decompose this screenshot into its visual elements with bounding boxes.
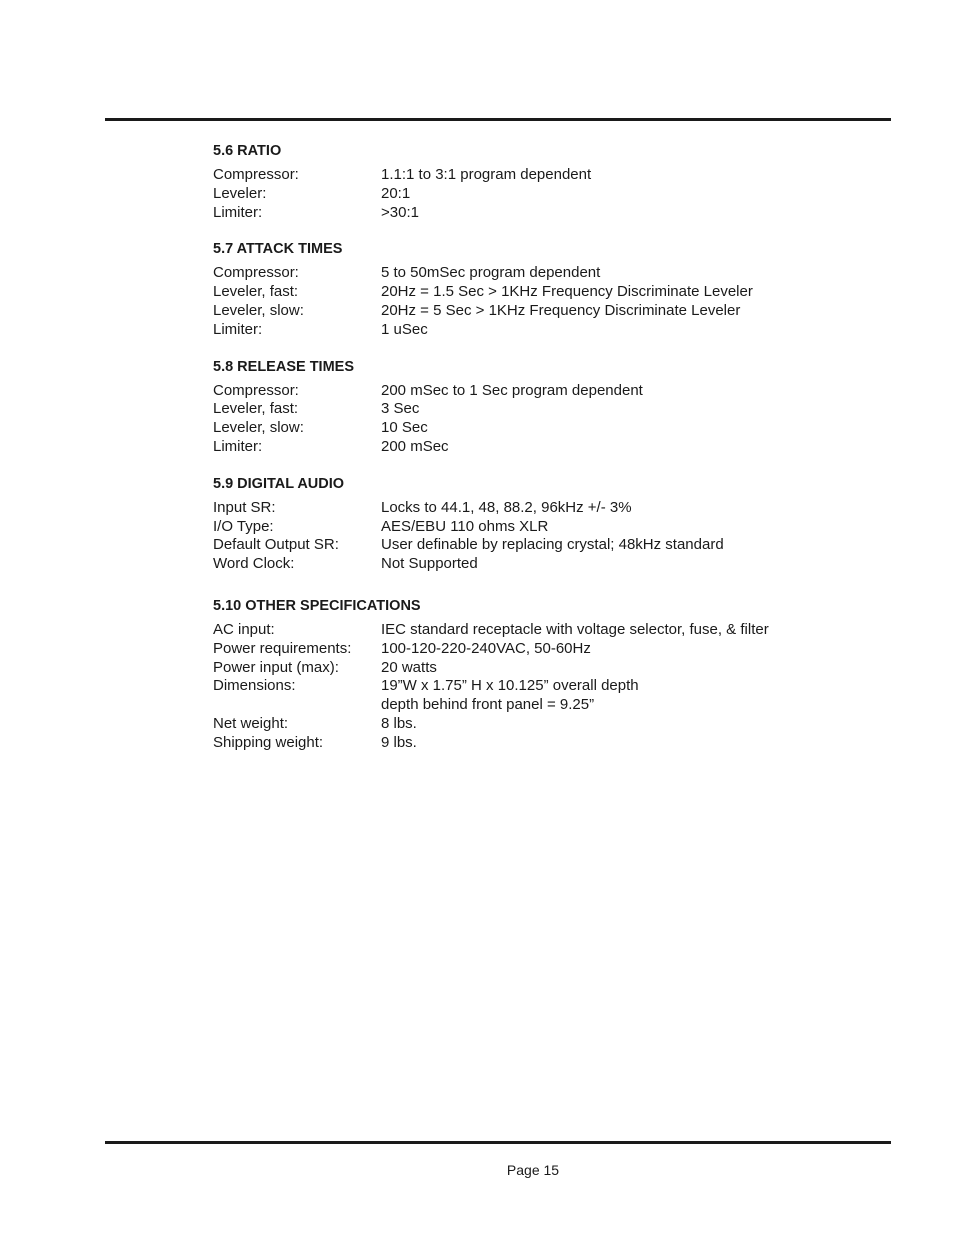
spec-label: Net weight:: [213, 714, 289, 732]
spec-row: [213, 677, 853, 696]
spec-label: Limiter:: [213, 203, 263, 221]
spec-value: 20 watts: [381, 658, 437, 676]
spec-row: [213, 204, 853, 223]
spec-value: 9 lbs.: [381, 733, 417, 751]
spec-label: Input SR:: [213, 498, 276, 516]
spec-value: depth behind front panel = 9.25”: [381, 696, 595, 714]
section-ratio: [213, 142, 853, 222]
spec-value: 19”W x 1.75” H x 10.125” overall depth: [381, 677, 639, 695]
spec-label: I/O Type:: [213, 517, 274, 535]
spec-row: [213, 555, 853, 574]
spec-row: [213, 715, 853, 734]
spec-value: 3 Sec: [381, 400, 420, 418]
spec-row: [213, 185, 853, 204]
spec-label: Compressor:: [213, 264, 299, 282]
section-title: 5.10 OTHER SPECIFICATIONS: [213, 597, 421, 614]
spec-value: AES/EBU 110 ohms XLR: [381, 517, 549, 535]
spec-label: [213, 696, 381, 715]
spec-label: Word Clock:: [213, 555, 295, 573]
spec-row: [213, 302, 853, 321]
section-title: 5.9 DIGITAL AUDIO: [213, 475, 345, 492]
spec-value: 20Hz = 1.5 Sec > 1KHz Frequency Discriminate Leveler: [381, 283, 753, 301]
spec-value: 5 to 50mSec program dependent: [381, 264, 601, 282]
spec-row: [213, 166, 853, 185]
section-attack-times: [213, 240, 853, 339]
spec-value: 1 uSec: [381, 320, 428, 338]
section-title: 5.8 RELEASE TIMES: [213, 358, 355, 375]
spec-label: Default Output SR:: [213, 536, 339, 554]
spec-label: Shipping weight:: [213, 733, 324, 751]
spec-content: [213, 142, 853, 753]
spec-label: Leveler, slow:: [213, 301, 304, 319]
spec-value: 1.1:1 to 3:1 program dependent: [381, 166, 592, 183]
spec-label: Compressor:: [213, 381, 299, 399]
spec-row: [213, 400, 853, 419]
spec-row: [213, 382, 853, 401]
spec-label: Leveler, fast:: [213, 283, 299, 301]
header-rule: [105, 118, 891, 121]
spec-row: [213, 536, 853, 555]
section-digital-audio: [213, 475, 853, 574]
section-release-times: [213, 358, 853, 457]
spec-value: 10 Sec: [381, 419, 428, 437]
spec-row: [213, 696, 853, 715]
spec-row: [213, 321, 853, 340]
spec-label: Power requirements:: [213, 639, 352, 657]
section-title: 5.6 RATIO: [213, 143, 282, 159]
spec-label: Dimensions:: [213, 677, 296, 695]
spec-label: Compressor:: [213, 166, 299, 183]
section-other-specifications: [213, 597, 853, 753]
spec-value: 8 lbs.: [381, 714, 417, 732]
spec-label: Power input (max):: [213, 658, 339, 676]
spec-row: [213, 640, 853, 659]
spec-label: Limiter:: [213, 437, 263, 455]
spec-row: [213, 438, 853, 457]
spec-value: 200 mSec: [381, 437, 449, 455]
footer-rule: [105, 1141, 891, 1144]
spec-value: >30:1: [381, 203, 419, 221]
spec-row: [213, 518, 853, 537]
page-number: Page 15: [506, 1162, 560, 1178]
spec-label: Limiter:: [213, 320, 263, 338]
spec-value: IEC standard receptacle with voltage selector, fuse, & filter: [381, 620, 769, 638]
spec-value: Locks to 44.1, 48, 88.2, 96kHz +/- 3%: [381, 498, 632, 516]
spec-row: [213, 621, 853, 640]
spec-row: [213, 264, 853, 283]
spec-row: [213, 659, 853, 678]
section-title: 5.7 ATTACK TIMES: [213, 241, 343, 258]
spec-value: 20Hz = 5 Sec > 1KHz Frequency Discriminate Leveler: [381, 301, 741, 319]
spec-label: AC input:: [213, 620, 275, 638]
spec-value: User definable by replacing crystal; 48kHz standard: [381, 536, 724, 554]
spec-value: 20:1: [381, 184, 411, 202]
spec-label: Leveler, fast:: [213, 400, 299, 418]
spec-label: Leveler, slow:: [213, 419, 304, 437]
spec-row: [213, 499, 853, 518]
spec-value: 100-120-220-240VAC, 50-60Hz: [381, 639, 591, 657]
spec-value: Not Supported: [381, 555, 478, 573]
spec-value: 200 mSec to 1 Sec program dependent: [381, 381, 643, 399]
spec-row: [213, 283, 853, 302]
spec-row: [213, 419, 853, 438]
spec-row: [213, 734, 853, 753]
spec-label: Leveler:: [213, 184, 267, 202]
